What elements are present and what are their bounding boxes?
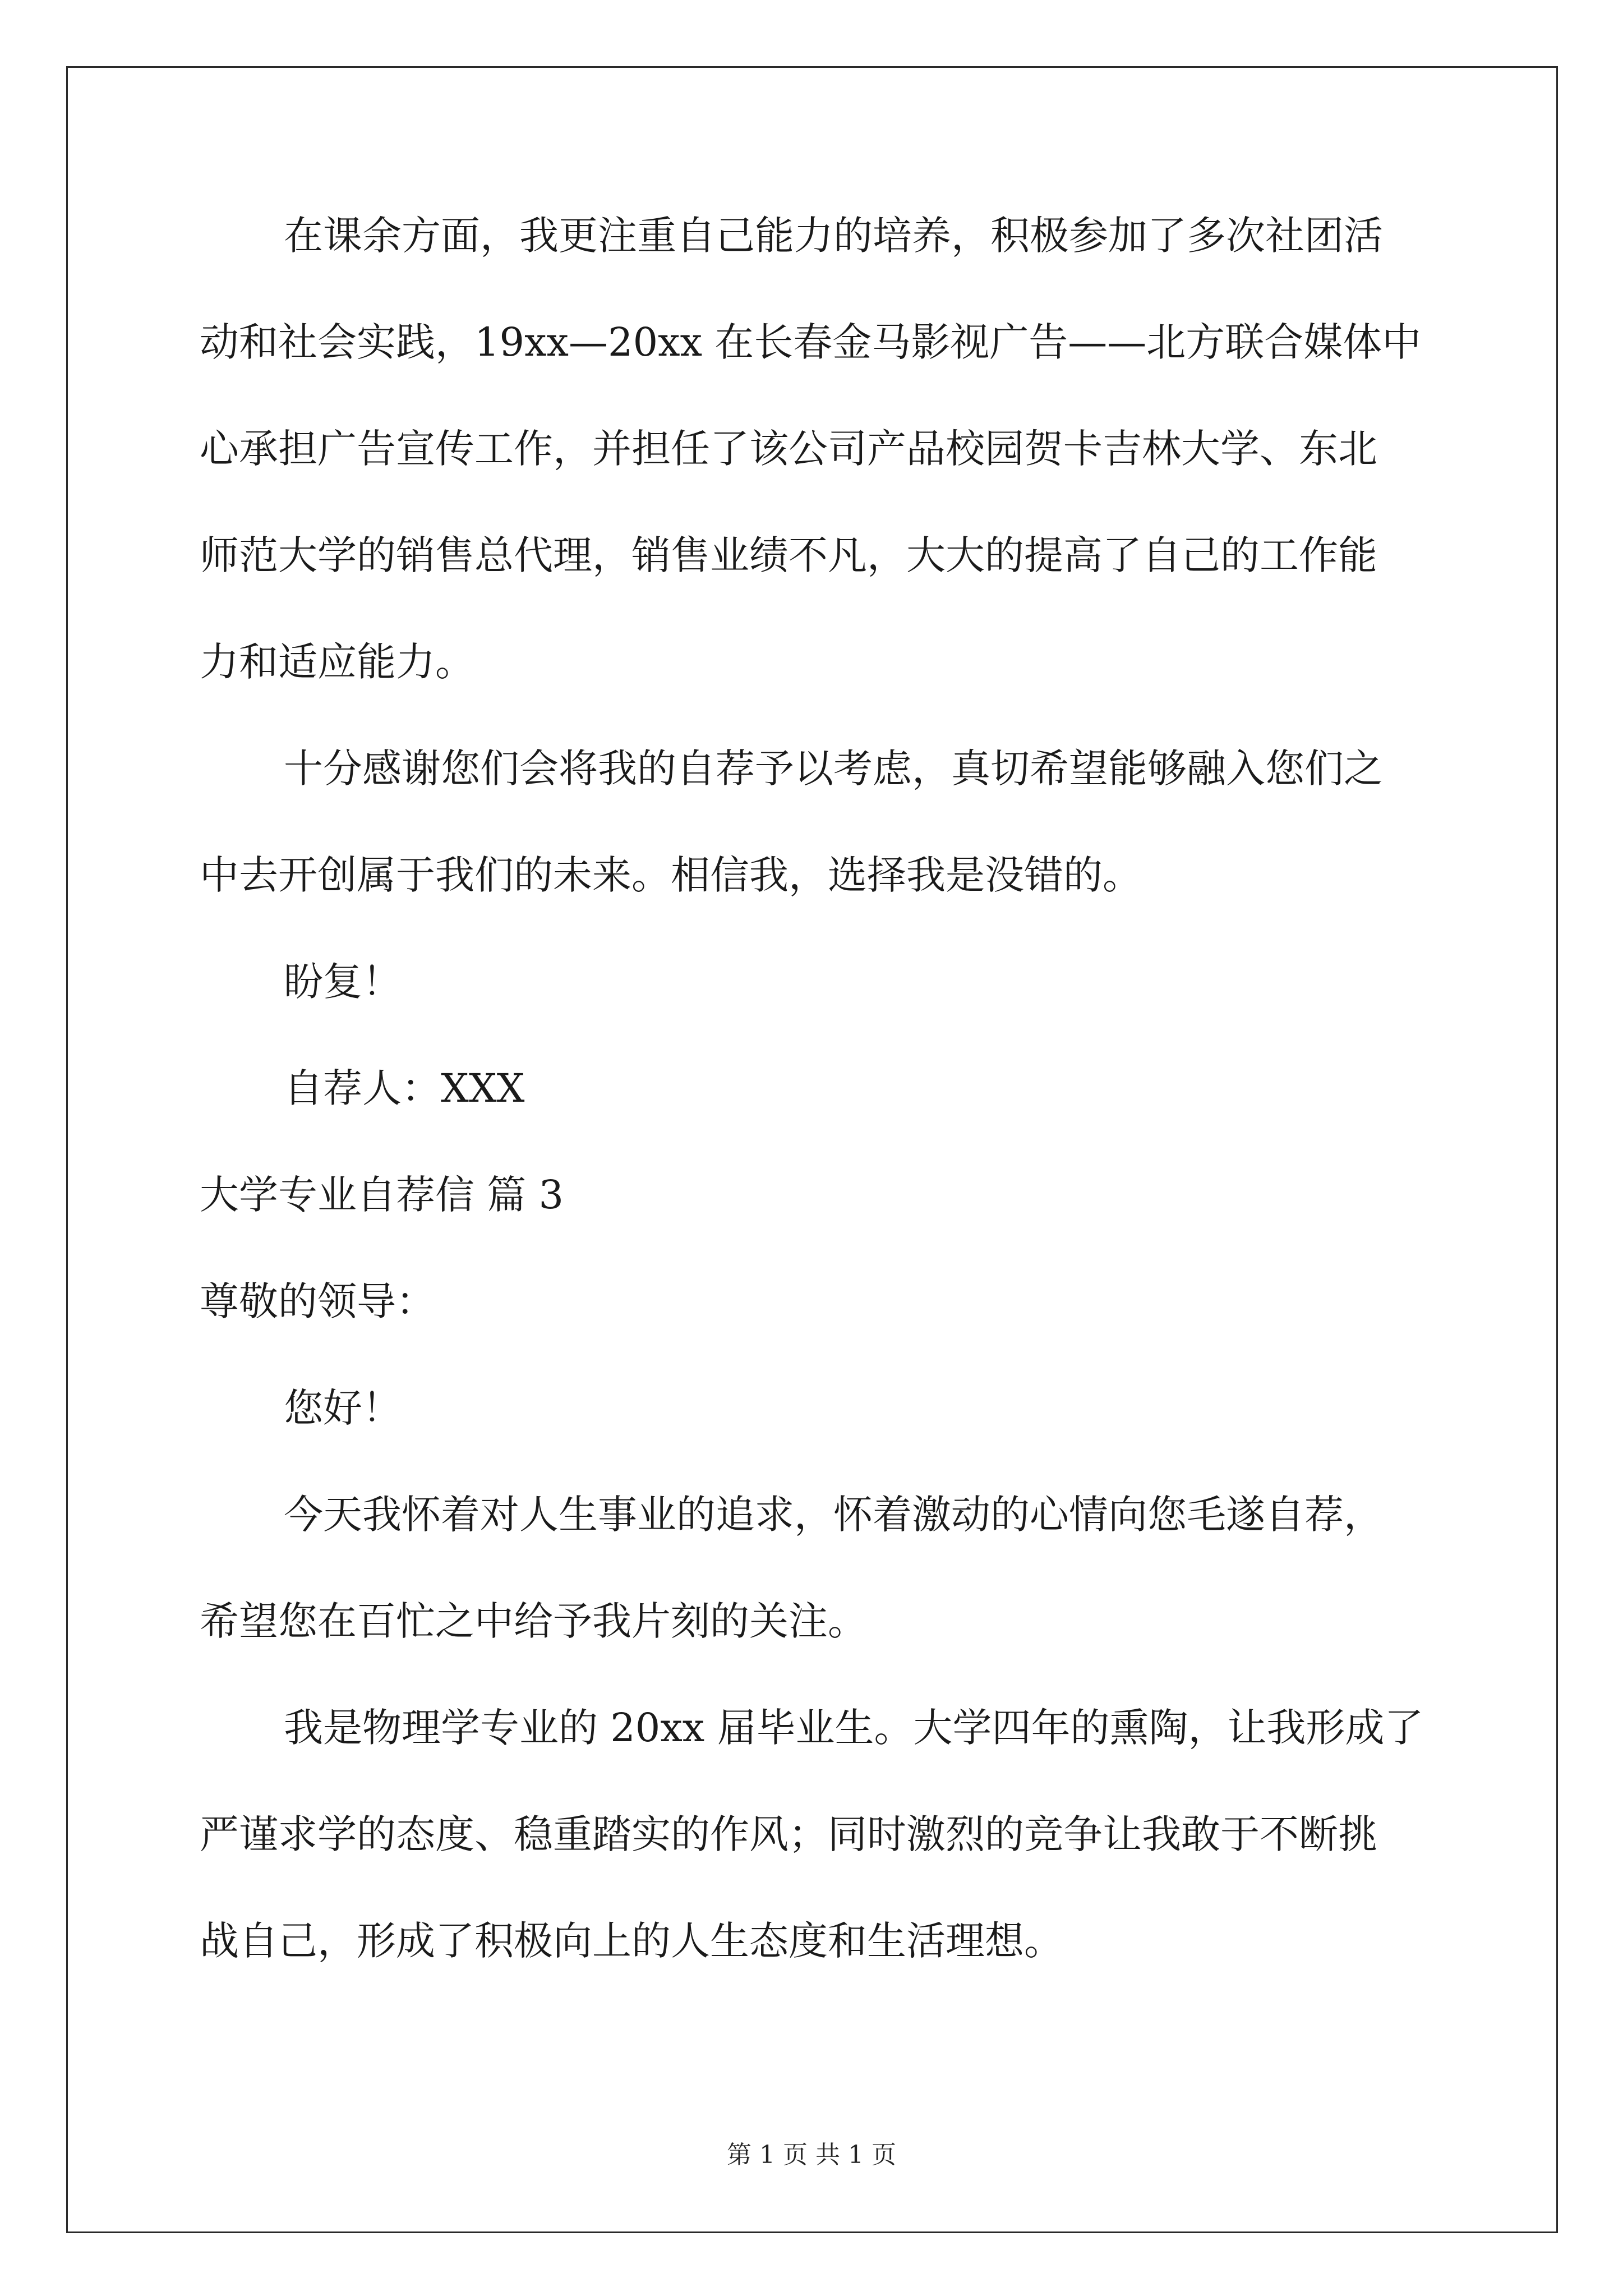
- greeting: 您好！: [284, 1385, 402, 1431]
- signature-line: 自荐人：XXX: [284, 1065, 525, 1111]
- paragraph-line: 中去开创属于我们的未来。相信我，选择我是没错的。: [200, 852, 1142, 898]
- paragraph-line: 动和社会实践，19xx—20xx 在长春金马影视广告——北方联合媒体中: [200, 319, 1422, 365]
- paragraph-line: 我是物理学专业的 20xx 届毕业生。大学四年的熏陶，让我形成了: [284, 1705, 1424, 1751]
- paragraph-line: 希望您在百忙之中给予我片刻的关注。: [200, 1598, 867, 1644]
- section-heading: 大学专业自荐信 篇 3: [200, 1172, 564, 1218]
- paragraph-line: 严谨求学的态度、稳重踏实的作风；同时激烈的竞争让我敢于不断挑: [200, 1811, 1377, 1857]
- salutation: 尊敬的领导：: [200, 1278, 435, 1324]
- paragraph-line: 战自己，形成了积极向上的人生态度和生活理想。: [200, 1918, 1063, 1964]
- paragraph-line: 心承担广告宣传工作，并担任了该公司产品校园贺卡吉林大学、东北: [200, 426, 1377, 472]
- paragraph-line: 今天我怀着对人生事业的追求，怀着激动的心情向您毛遂自荐，: [284, 1492, 1383, 1538]
- page-frame: [66, 66, 1558, 2233]
- page-number-footer: 第 1 页 共 1 页: [727, 2141, 896, 2169]
- closing-line: 盼复！: [284, 959, 402, 1005]
- paragraph-line: 十分感谢您们会将我的自荐予以考虑，真切希望能够融入您们之: [284, 746, 1383, 792]
- paragraph-line: 力和适应能力。: [200, 639, 474, 685]
- paragraph-line: 在课余方面，我更注重自己能力的培养，积极参加了多次社团活: [284, 213, 1383, 259]
- paragraph-line: 师范大学的销售总代理，销售业绩不凡，大大的提高了自己的工作能: [200, 532, 1377, 578]
